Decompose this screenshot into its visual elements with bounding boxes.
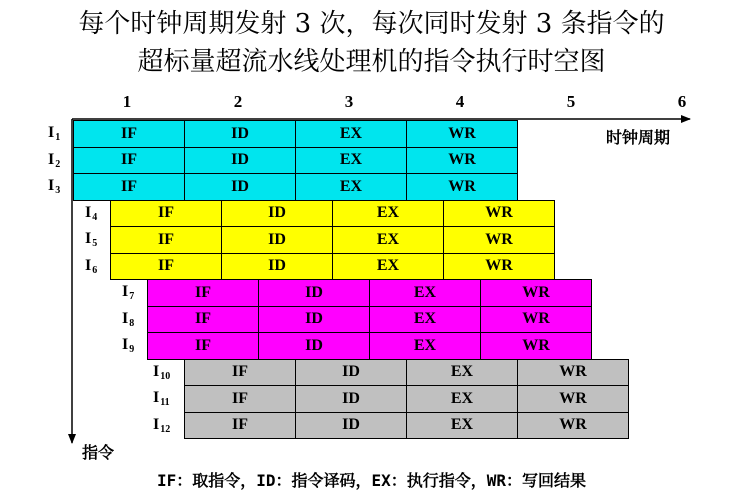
stage-cell-wr: WR	[517, 359, 629, 387]
stage-cell-id: ID	[295, 359, 407, 387]
stage-cell-id: ID	[184, 120, 296, 148]
instruction-label: $I_8$	[122, 309, 135, 329]
stage-cell-wr: WR	[517, 385, 629, 413]
instruction-label: $I_{12}$	[153, 415, 171, 435]
instruction-label: $I_5$	[85, 230, 98, 249]
stage-cell-wr: WR	[480, 306, 592, 334]
diagram-title-line-1: 每个时钟周期发射 3 次，每次同时发射 3 条指令的	[78, 9, 665, 39]
stage-cell-if: IF	[147, 279, 259, 307]
cycle-number-3: 3	[344, 92, 354, 111]
stage-cell-id: ID	[184, 173, 296, 201]
stage-cell-if: IF	[73, 173, 185, 201]
stage-cell-wr: WR	[443, 253, 555, 281]
stage-cell-if: IF	[184, 359, 296, 387]
stage-cell-ex: EX	[295, 120, 407, 148]
stage-cell-id: ID	[295, 412, 407, 440]
stage-cell-if: IF	[184, 385, 296, 413]
stage-cell-id: ID	[258, 306, 370, 334]
stage-legend: IF：取指令，ID：指令译码，EX：执行指令，WR：写回结果	[156, 471, 587, 490]
stage-cell-wr: WR	[406, 173, 518, 201]
stage-cell-id: ID	[184, 147, 296, 175]
stage-cell-wr: WR	[517, 412, 629, 440]
stage-cell-ex: EX	[406, 385, 518, 413]
stage-cell-ex: EX	[295, 173, 407, 201]
instruction-label: $I_4$	[85, 203, 98, 223]
instruction-label: $I_{11}$	[153, 389, 170, 408]
stage-cell-if: IF	[147, 332, 259, 360]
stage-cell-id: ID	[221, 200, 333, 228]
stage-cell-wr: WR	[406, 147, 518, 175]
stage-cell-wr: WR	[443, 226, 555, 254]
stage-cell-ex: EX	[369, 332, 481, 360]
stage-cell-ex: EX	[406, 412, 518, 440]
cycle-number-2: 2	[233, 92, 243, 111]
stage-cell-if: IF	[147, 306, 259, 334]
stage-cell-wr: WR	[443, 200, 555, 228]
stage-cell-wr: WR	[480, 279, 592, 307]
instruction-label: $I_2$	[48, 150, 61, 170]
stage-cell-id: ID	[221, 226, 333, 254]
instruction-label: $I_6$	[85, 256, 98, 276]
instruction-label: $I_7$	[122, 283, 135, 302]
cycle-number-6: 6	[677, 92, 687, 111]
cycle-number-1: 1	[122, 92, 132, 111]
stage-cell-wr: WR	[406, 120, 518, 148]
stage-cell-ex: EX	[369, 306, 481, 334]
diagram-title-line-2: 超标量超流水线处理机的指令执行时空图	[137, 47, 606, 77]
stage-cell-ex: EX	[369, 279, 481, 307]
stage-cell-if: IF	[184, 412, 296, 440]
instruction-label: $I_9$	[122, 336, 135, 355]
stage-cell-ex: EX	[295, 147, 407, 175]
stage-cell-if: IF	[110, 253, 222, 281]
stage-cell-if: IF	[110, 200, 222, 228]
stage-cell-ex: EX	[332, 226, 444, 254]
stage-cell-ex: EX	[332, 200, 444, 228]
instruction-axis-label: 指令	[82, 443, 115, 462]
instruction-label: $I_{10}$	[153, 362, 171, 382]
cycle-number-5: 5	[566, 92, 576, 111]
cycle-number-4: 4	[455, 92, 465, 111]
stage-cell-ex: EX	[332, 253, 444, 281]
stage-cell-if: IF	[73, 120, 185, 148]
stage-cell-wr: WR	[480, 332, 592, 360]
instruction-label: $I_3$	[48, 177, 61, 196]
stage-cell-id: ID	[258, 332, 370, 360]
stage-cell-id: ID	[295, 385, 407, 413]
stage-cell-ex: EX	[406, 359, 518, 387]
time-axis-label: 时钟周期	[606, 128, 671, 147]
stage-cell-id: ID	[221, 253, 333, 281]
stage-cell-if: IF	[110, 226, 222, 254]
stage-cell-id: ID	[258, 279, 370, 307]
stage-cell-if: IF	[73, 147, 185, 175]
instruction-label: $I_1$	[48, 124, 61, 143]
